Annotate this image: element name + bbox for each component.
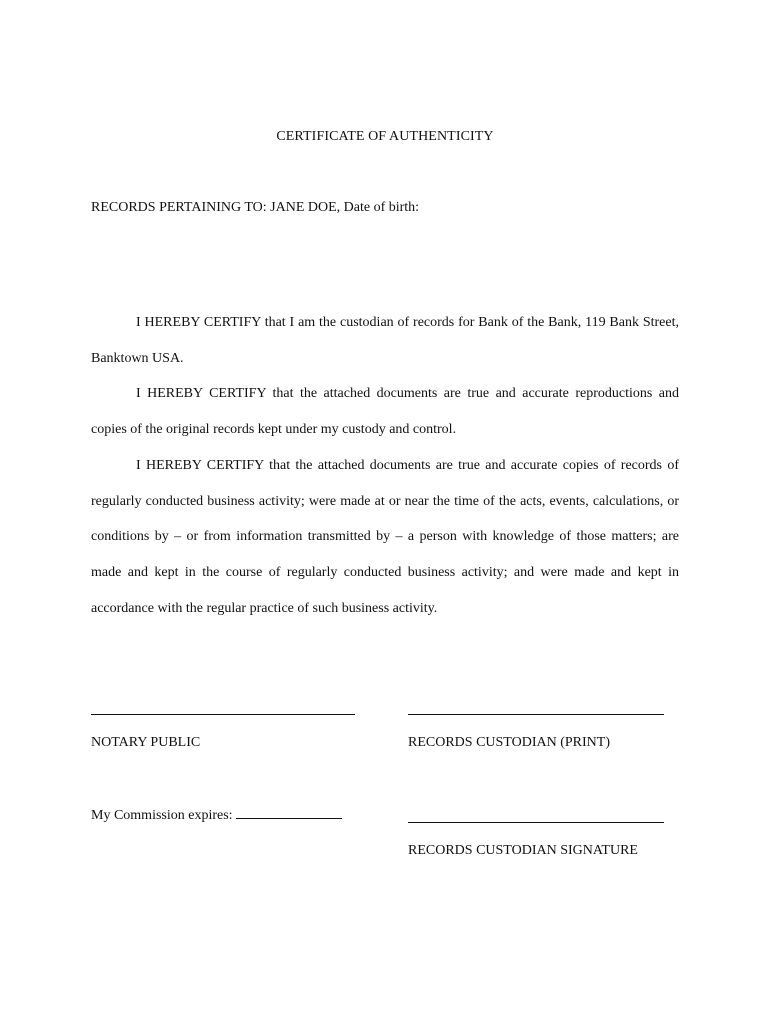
custodian-signature-line: [408, 822, 664, 823]
certification-body: [91, 305, 679, 626]
commission-expires: [91, 807, 342, 824]
document-title: CERTIFICATE OF AUTHENTICITY: [276, 129, 494, 144]
notary-signature-line: [91, 714, 355, 715]
certification-paragraph-custodian: I HEREBY CERTIFY that I am the custodian of records for Bank of the Bank, 119 Bank Street, Banktown USA.: [91, 315, 679, 366]
commission-expires-blank: [236, 807, 342, 819]
custodian-signature-label: RECORDS CUSTODIAN SIGNATURE: [408, 843, 638, 858]
custodian-print-line: [408, 714, 664, 715]
custodian-print-label: RECORDS CUSTODIAN (PRINT): [408, 735, 610, 750]
certification-paragraph-reproductions: I HEREBY CERTIFY that the attached documents are true and accurate reproductions and copies of the original records kept under my custody and control.: [91, 386, 679, 438]
certification-paragraph-business-records: I HEREBY CERTIFY that the attached documents are true and accurate copies of records of regularly conducted business activity; were made at or near the time of the acts, events, calculations, or conditions by – or from information transmitted by – a person with knowledge of those matters; are made and kept in the course of regularly conducted business activity; and were made and kept in accordance with the regular practice of such business activity.: [91, 457, 679, 616]
notary-public-label: NOTARY PUBLIC: [91, 735, 201, 750]
commission-expires-label: My Commission expires:: [91, 808, 233, 823]
records-pertaining-line: RECORDS PERTAINING TO: JANE DOE, Date of birth:: [91, 200, 420, 215]
